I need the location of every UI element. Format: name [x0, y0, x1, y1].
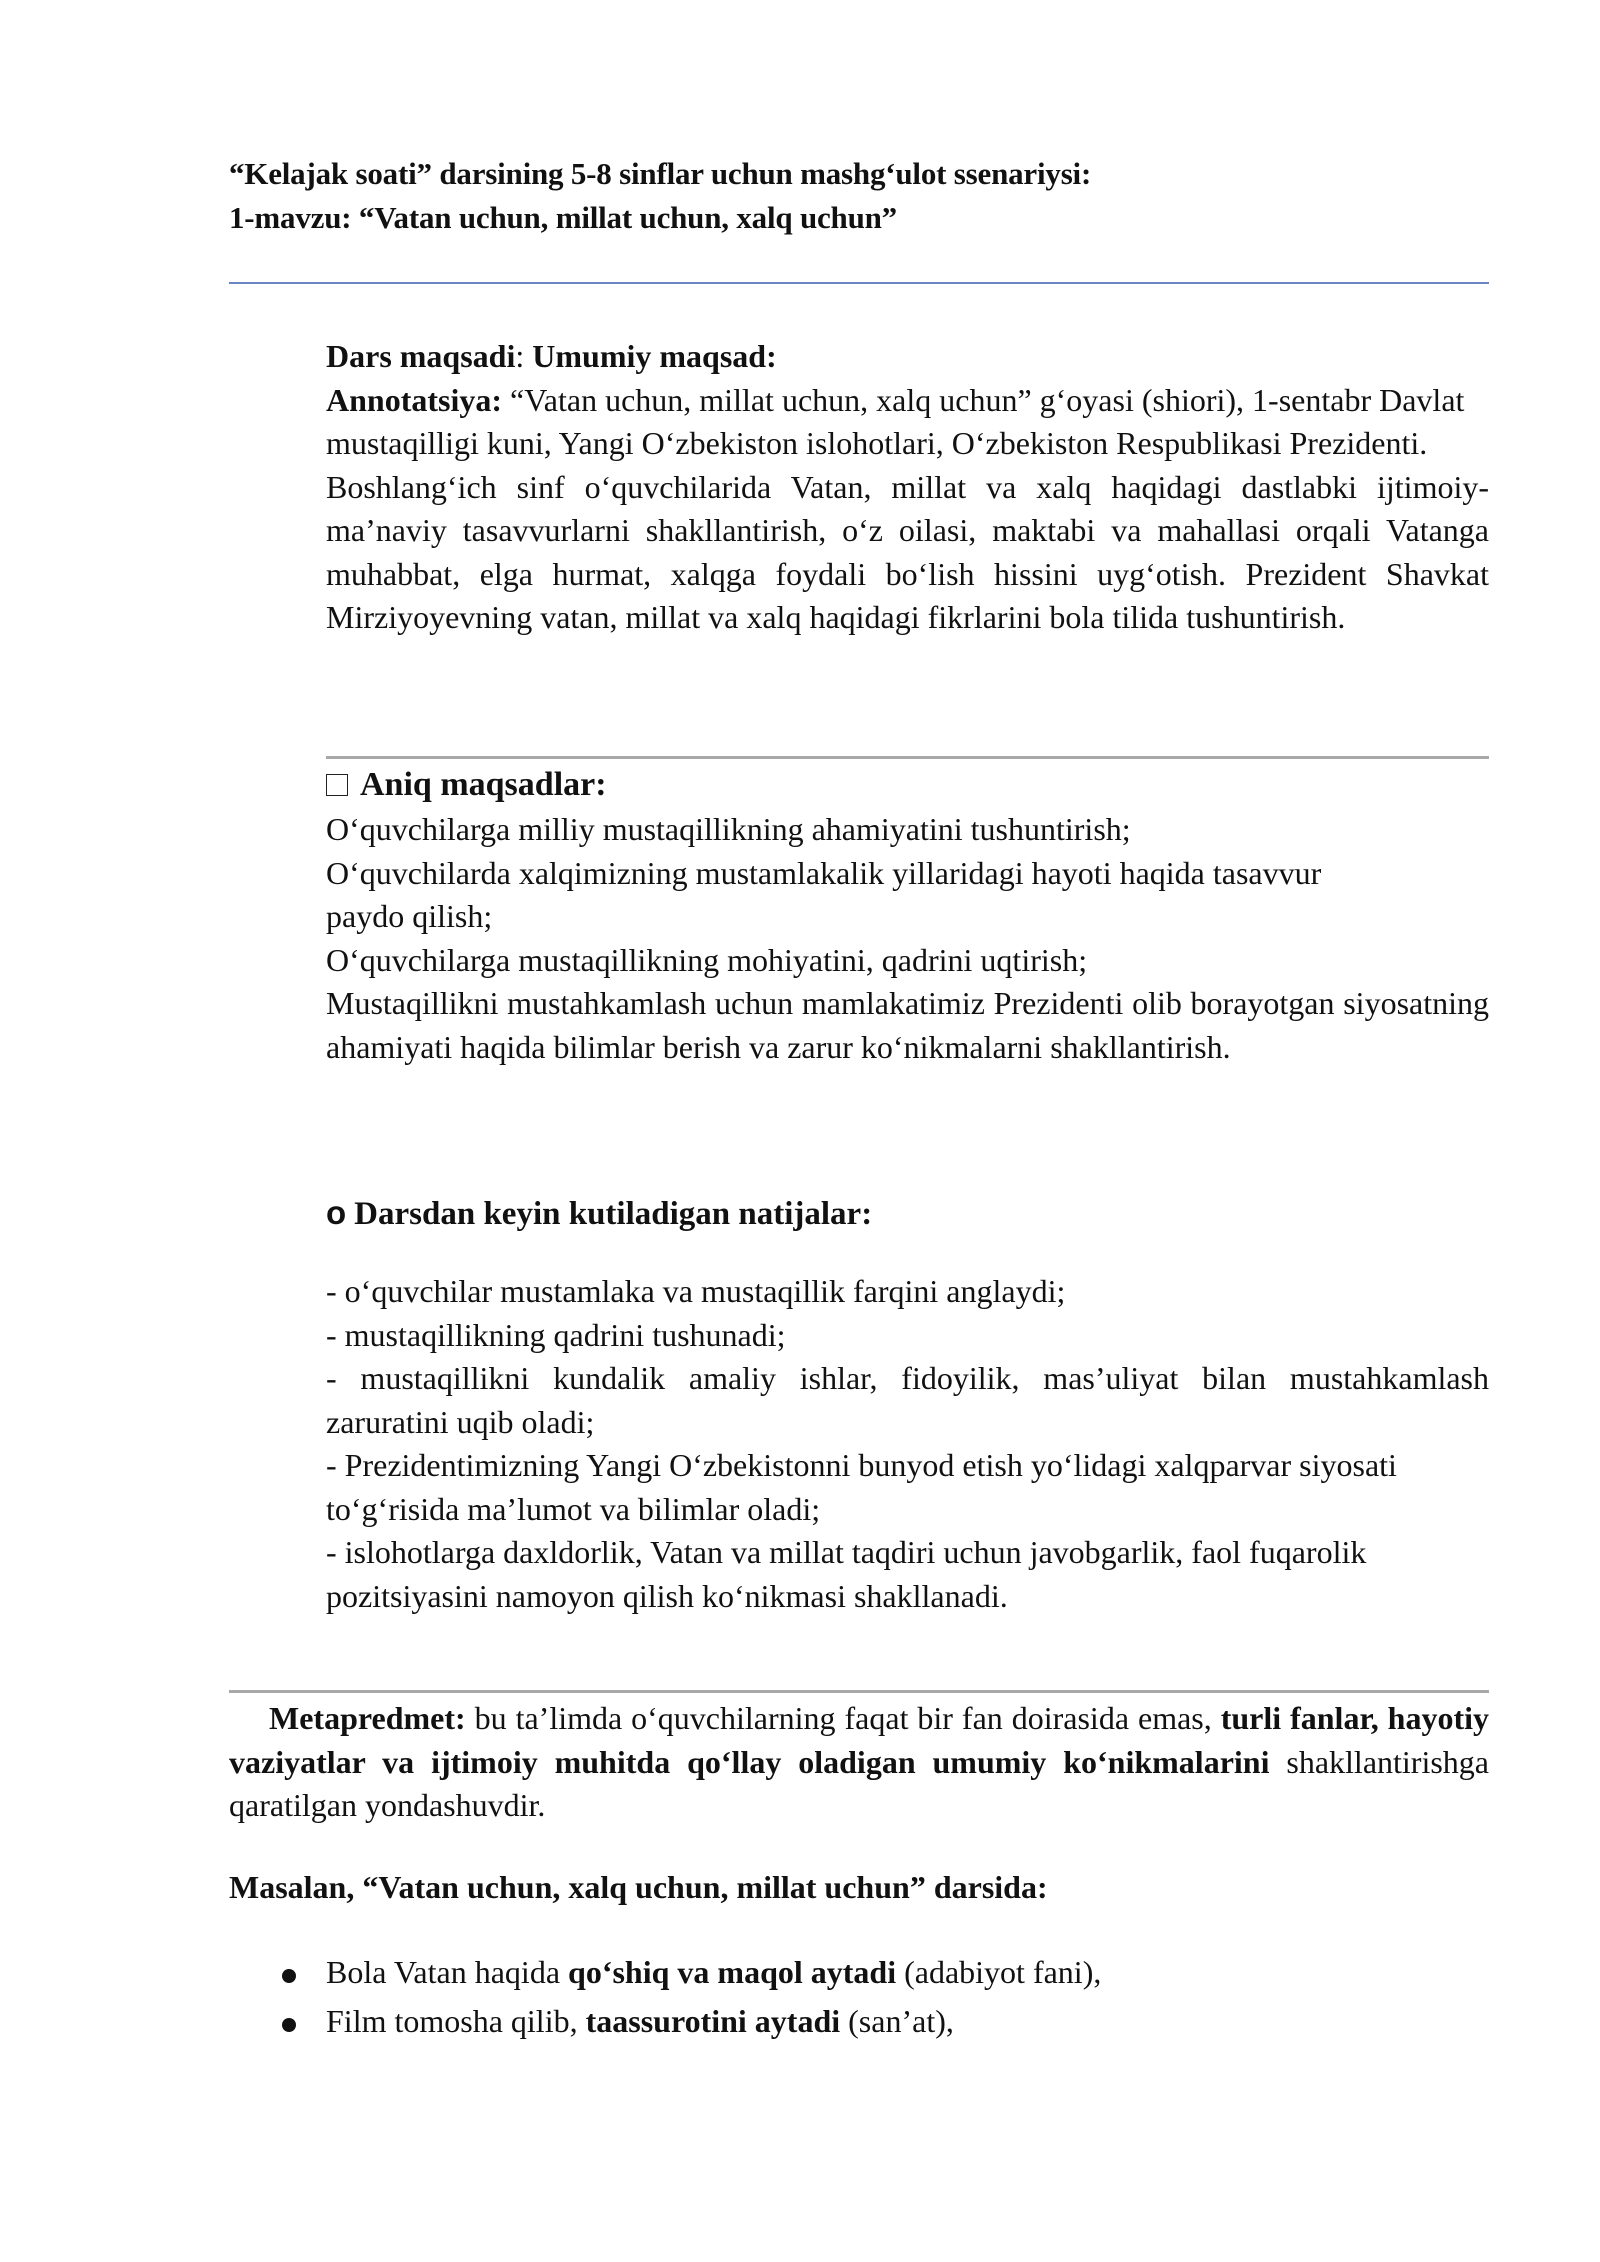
circle-bullet-icon: o — [326, 1194, 347, 1231]
metapredmet-text: bu ta’limda o‘quvchilarning faqat bir fan doirasida emas, — [465, 1700, 1221, 1736]
metapredmet-paragraph — [229, 1697, 1489, 1828]
example-heading: Masalan, “Vatan uchun, xalq uchun, millat uchun” darsida: — [229, 1869, 1048, 1905]
bullet-dot-icon — [282, 1969, 296, 1983]
metapredmet-label: Metapredmet: — [269, 1700, 466, 1736]
results-section — [326, 1270, 1489, 1618]
section-divider — [229, 1690, 1489, 1693]
checkbox-icon — [326, 774, 348, 796]
header-title: “Kelajak soati” darsining 5-8 sinflar uchun mashg‘ulot ssenariysi: — [229, 156, 1092, 191]
aim-item: O‘quvchilarda xalqimizning mustamlakalik yillaridagi hayoti haqida tasavvur paydo qilish; — [326, 854, 1322, 934]
result-item: - Prezidentimizning Yangi O‘zbekistonni bunyod etish yo‘lidagi xalqparvar siyosati to‘g‘risida ma’lumot va bilimlar oladi; — [326, 1447, 1397, 1527]
list-item-post: (adabiyot fani), — [896, 1954, 1102, 1990]
umumiy-maqsad-label: Umumiy maqsad: — [532, 338, 777, 374]
annotation — [326, 379, 1489, 466]
bullet-dot-icon — [282, 2018, 296, 2032]
goal-paragraph: Boshlang‘ich sinf o‘quvchilarida Vatan, millat va xalq haqidagi dastlabki ijtimoiy-ma’naviy tasavvurlarni shakllantirish, o‘z oilasi, maktabi va mahallasi orqali Vatanga muhabbat, elga hurmat, xalqga foydali bo‘lish hissini uyg‘otish. Prezident Shavkat Mirziyoyevning vatan, millat va xalq haqidagi fikrlarini bola tilida tushuntirish. — [326, 468, 1489, 635]
result-item: - o‘quvchilar mustamlaka va mustaqillik farqini anglaydi; — [326, 1273, 1066, 1309]
aims-section — [326, 762, 1489, 1069]
result-item: - mustaqillikni kundalik amaliy ishlar, fidoyilik, mas’uliyat bilan mustahkamlash zaruratini uqib oladi; — [326, 1360, 1489, 1440]
result-item: - mustaqillikning qadrini tushunadi; — [326, 1316, 786, 1353]
annotation-text: “Vatan uchun, millat uchun, xalq uchun” g‘oyasi (shiori), 1-sentabr Davlat mustaqilligi kuni, Yangi O‘zbekiston islohotlari, O‘zbekiston Respublikasi Prezidenti. — [326, 381, 1465, 461]
list-item-pre: Bola Vatan haqida — [326, 1954, 569, 1990]
list-item — [229, 1948, 1489, 1997]
metapredmet-emphasis: turli fanlar, hayotiy vaziyatlar va ijtimoiy muhitda qo‘llay oladigan umumiy ko‘nikmalarini — [229, 1700, 1490, 1780]
aim-item: O‘quvchilarga milliy mustaqillikning ahamiyatini tushuntirish; — [326, 811, 1131, 847]
list-item-pre: Film tomosha qilib, — [326, 2003, 586, 2039]
header-topic: 1-mavzu: “Vatan uchun, millat uchun, xalq uchun” — [229, 200, 897, 235]
section-divider — [326, 756, 1489, 759]
document-header — [229, 152, 1489, 240]
aims-heading — [326, 762, 1489, 808]
list-item-post: (san’at), — [840, 2003, 954, 2039]
header-divider — [229, 282, 1489, 284]
list-item — [229, 1997, 1489, 2046]
results-title: Darsdan keyin kutiladigan natijalar: — [354, 1196, 873, 1232]
dars-maqsadi-label: Dars maqsadi — [326, 338, 516, 374]
goal-heading — [326, 335, 1489, 379]
list-item-bold: taassurotini aytadi — [585, 2003, 841, 2039]
goal-section — [326, 335, 1489, 640]
example-list — [229, 1948, 1489, 2046]
result-item: - islohotlarga daxldorlik, Vatan va millat taqdiri uchun javobgarlik, faol fuqarolik pozitsiyasini namoyon qilish ko‘nikmasi shakllanadi. — [326, 1534, 1367, 1614]
aim-item: Mustaqillikni mustahkamlash uchun mamlakatimiz Prezidenti olib borayotgan siyosatning ahamiyati haqida bilimlar berish va zarur ko‘nikmalarni shakllantirish. — [326, 985, 1489, 1065]
aims-title: Aniq maqsadlar: — [360, 766, 607, 803]
goal-colon: : — [515, 338, 533, 374]
aim-item: O‘quvchilarga mustaqillikning mohiyatini, qadrini uqtirish; — [326, 941, 1088, 978]
list-item-bold: qo‘shiq va maqol aytadi — [568, 1954, 897, 1990]
results-heading — [326, 1190, 872, 1237]
metapredmet-text-end: shakllantirishga qaratilgan yondashuvdir. — [229, 1743, 1490, 1823]
metapredmet-section — [229, 1697, 1489, 1828]
annotation-label: Annotatsiya: — [326, 381, 503, 418]
